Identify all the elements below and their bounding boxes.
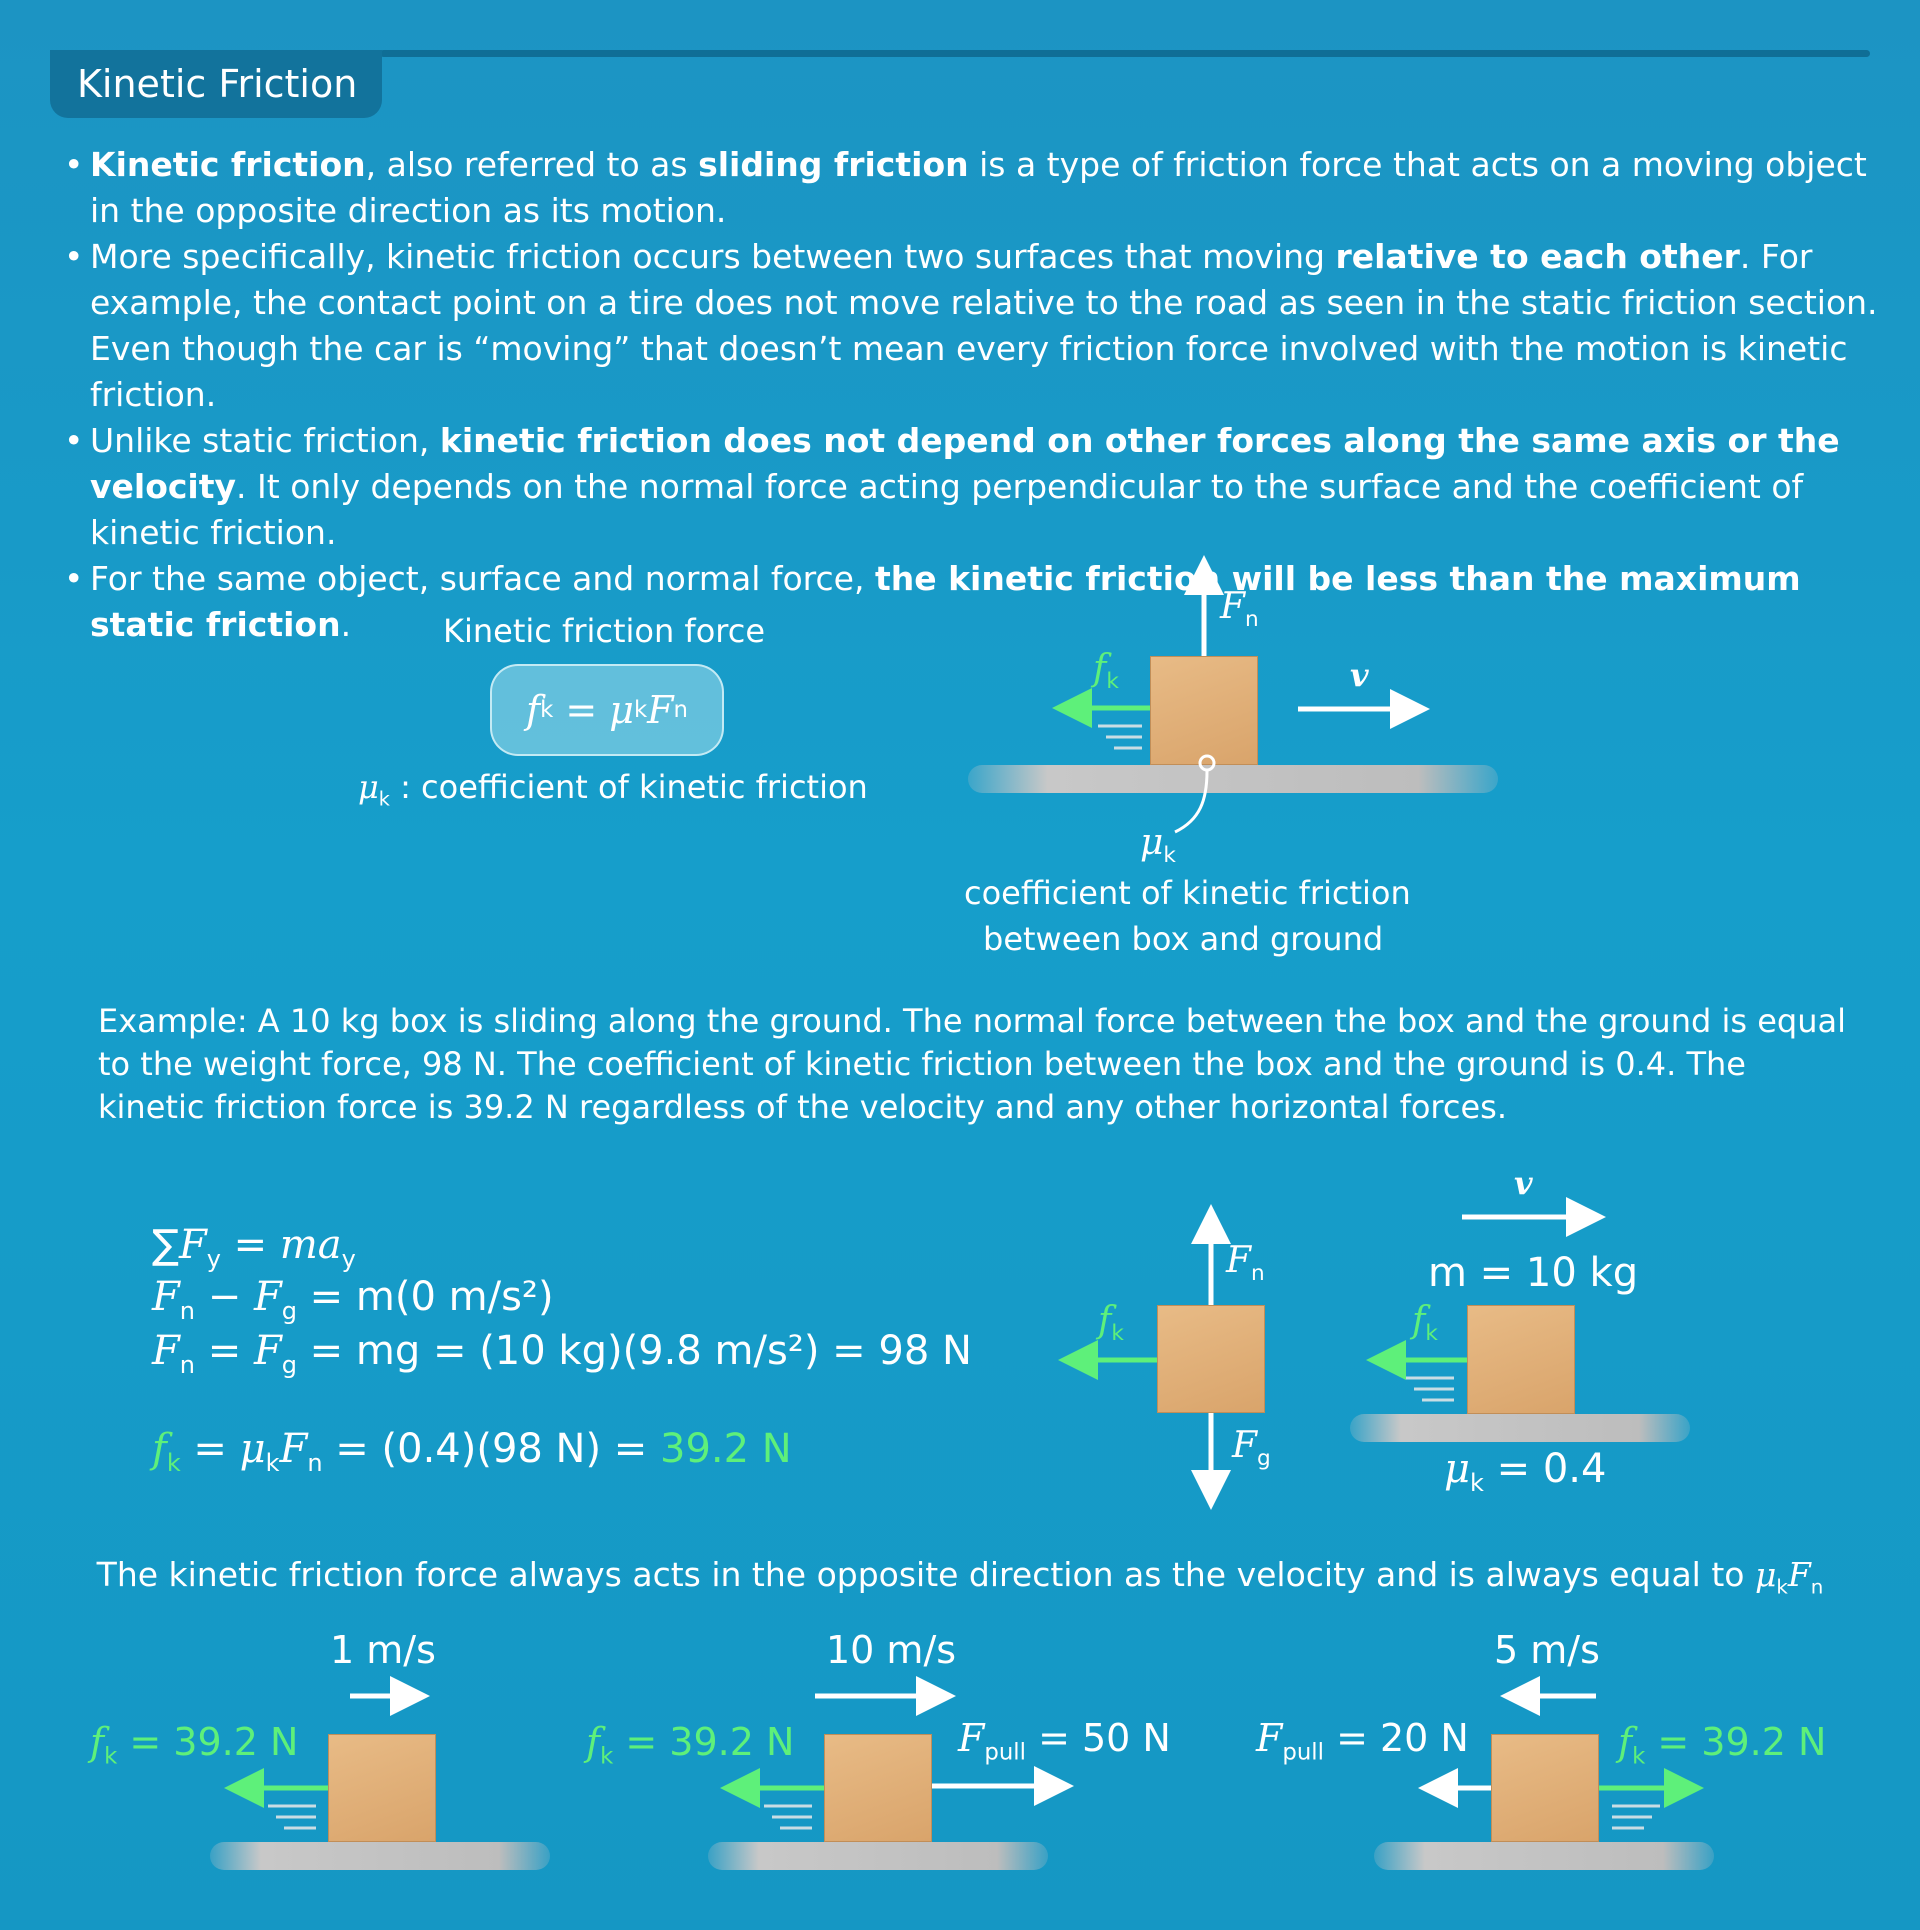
- section-title: Kinetic Friction: [50, 50, 382, 118]
- case2-friction-label: $f_k = 39.2$ N: [586, 1720, 795, 1770]
- equation-sum-forces: $\sum F_y = ma_y$: [152, 1222, 356, 1273]
- bullet-text: Unlike static friction,: [90, 421, 440, 460]
- bullet-text: For the same object, surface and normal force,: [90, 559, 875, 598]
- mass-label: m = 10 kg: [1428, 1250, 1639, 1296]
- example-text: Example: A 10 kg box is sliding along the ground. The normal force between the box and the ground is equal to the weight force, 98 N. The coefficient of kinetic friction between the box and the ground is 0.4. The kinetic friction force is 39.2 N regardless of the velocity and any other horizontal forces.: [98, 1002, 1846, 1126]
- case3-friction-label: $f_k = 39.2$ N: [1618, 1720, 1827, 1770]
- mu-value: = 0.4: [1496, 1446, 1607, 1492]
- mu-label: $\mu_k$: [1140, 822, 1176, 869]
- equation-newton-tail: = m(0 m/s²): [309, 1274, 554, 1320]
- contact-point-marker: [1200, 756, 1214, 770]
- case3-pull-label: $F_{pull} = 20$ N: [1256, 1716, 1469, 1766]
- bullet-bold-text: sliding friction: [698, 145, 969, 184]
- bullet-bold-text: kinetic friction does not depend on other forces along the same axis or the velocity: [90, 421, 1840, 506]
- bullet-bold-text: Kinetic friction: [90, 145, 366, 184]
- velocity-label-2: v: [1514, 1164, 1533, 1202]
- coefficient-desc-line2: between box and ground: [983, 920, 1384, 958]
- formula-heading: Kinetic friction force: [443, 612, 765, 650]
- mu-definition: $\mu_k$ : coefficient of kinetic friction: [358, 768, 868, 811]
- bullet-text: is a type of friction force that acts on a moving object in the opposite direction as its motion.: [90, 145, 1867, 230]
- equation-normal-force: $F_n = F_g$ = mg = (10 kg)(9.8 m/s²) = 98 N: [152, 1328, 972, 1379]
- bullet-text: More specifically, kinetic friction occurs between two surfaces that moving: [90, 237, 1336, 276]
- equation-friction-mid: = (0.4)(98 N) =: [335, 1426, 648, 1472]
- velocity-label: v: [1350, 656, 1369, 694]
- case1-motion-lines: [268, 1806, 316, 1828]
- fbd-gravity-label: $F_g$: [1232, 1425, 1271, 1472]
- bullet-text: .: [340, 605, 352, 644]
- bullet-text: , also referred to as: [365, 145, 699, 184]
- contact-point-leader: [1175, 771, 1207, 832]
- case1-friction-value: = 39.2 N: [129, 1720, 299, 1764]
- coefficient-desc-line1: coefficient of kinetic friction: [964, 874, 1411, 912]
- formula-box: f k = μ k F n: [490, 664, 724, 756]
- bullet-text: . It only depends on the normal force acting perpendicular to the surface and the coefficient of kinetic friction.: [90, 467, 1804, 552]
- equation-normal-tail: = mg = (10 kg)(9.8 m/s²) = 98 N: [309, 1328, 972, 1374]
- motion-lines-2: [1406, 1378, 1454, 1400]
- mu-symbol: μ: [358, 768, 379, 806]
- case2-speed: 10 m/s: [826, 1628, 957, 1672]
- fbd-friction-label: $f_k$: [1098, 1300, 1124, 1347]
- equation-friction: $f_k = \mu_kF_n = (0.4)(98$ N) = 39.2 N: [152, 1426, 792, 1477]
- bullet-bold-text: the kinetic friction will be less than the maximum static friction: [90, 559, 1801, 644]
- bullet-bold-text: relative to each other: [1335, 237, 1740, 276]
- mu-definition-text: : coefficient of kinetic friction: [400, 768, 868, 806]
- case3-friction-value: = 39.2 N: [1657, 1720, 1827, 1764]
- case2-pull-label: $F_{pull} = 50$ N: [958, 1716, 1171, 1766]
- fbd-normal-label: $F_n$: [1226, 1240, 1265, 1287]
- case2-friction-value: = 39.2 N: [625, 1720, 795, 1764]
- friction-force-label: $f_k$: [1093, 648, 1119, 695]
- bullet-text: . For example, the contact point on a tire does not move relative to the road as seen in the static friction section. Even though the car is “moving” that doesn’t mean every friction force involved with the motion is kinetic friction.: [90, 237, 1878, 414]
- equation-newton: $F_n - F_g = m(0$ m/s²): [152, 1274, 554, 1325]
- mu-value-label: $\mu_k = 0.4$: [1444, 1446, 1607, 1497]
- case1-friction-label: $f_k = 39.2$ N: [90, 1720, 299, 1770]
- friction-result: 39.2 N: [660, 1426, 792, 1472]
- friction-label-2: $f_k$: [1412, 1300, 1438, 1347]
- summary-note: The kinetic friction force always acts in the opposite direction as the velocity and is always equal to $\mu_kF_n$: [96, 1555, 1824, 1599]
- case3-speed: 5 m/s: [1494, 1628, 1600, 1672]
- case3-pull-value: = 20 N: [1336, 1716, 1469, 1760]
- case2-pull-value: = 50 N: [1038, 1716, 1171, 1760]
- case3-motion-lines: [1612, 1806, 1660, 1828]
- normal-force-label: $F_n$: [1220, 586, 1259, 633]
- summary-note-text: The kinetic friction force always acts in the opposite direction as the velocity and is always equal to: [96, 1555, 1745, 1594]
- motion-lines: [1098, 726, 1142, 748]
- case2-motion-lines: [764, 1806, 812, 1828]
- case1-speed: 1 m/s: [330, 1628, 436, 1672]
